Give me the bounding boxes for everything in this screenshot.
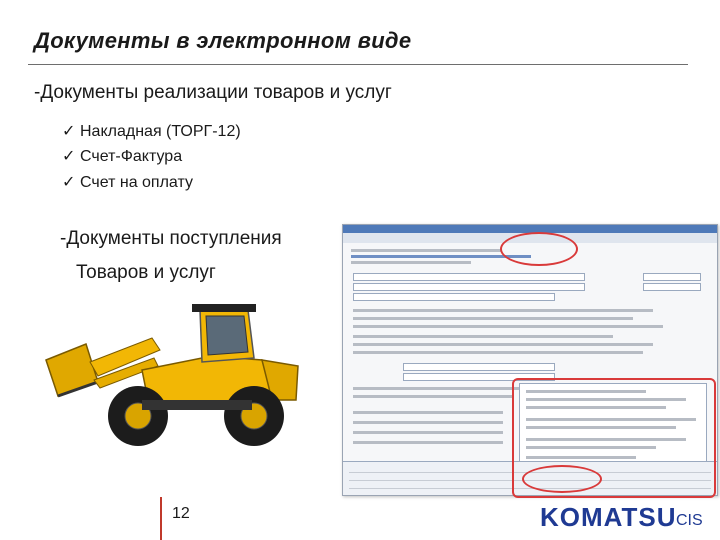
list-item xyxy=(62,172,193,192)
section-receipt-heading: -Документы поступления xyxy=(60,228,282,249)
title-divider xyxy=(28,64,688,65)
section-receipt-subheading: Товаров и услуг xyxy=(76,262,216,283)
check-icon: ✓ xyxy=(62,123,76,140)
list-item-label: Счет на оплату xyxy=(80,174,193,191)
list-item xyxy=(62,146,182,166)
highlight-oval-bottom xyxy=(522,465,602,493)
check-icon: ✓ xyxy=(62,148,76,165)
wheel-loader-photo xyxy=(42,300,302,450)
list-item-label: Счет-Фактура xyxy=(80,148,183,165)
list-item-label: Накладная (ТОРГ-12) xyxy=(80,123,241,140)
region-label: CIS xyxy=(676,512,703,529)
section-sales-heading: -Документы реализации товаров и услуг xyxy=(34,82,392,103)
check-icon: ✓ xyxy=(62,174,76,191)
highlight-oval-top xyxy=(500,232,578,266)
list-item xyxy=(62,121,241,141)
footer-divider xyxy=(160,497,162,540)
brand-logo: KOMATSU xyxy=(540,502,677,532)
page-number: 12 xyxy=(172,505,190,522)
slide-title: Документы в электронном виде xyxy=(34,28,412,53)
